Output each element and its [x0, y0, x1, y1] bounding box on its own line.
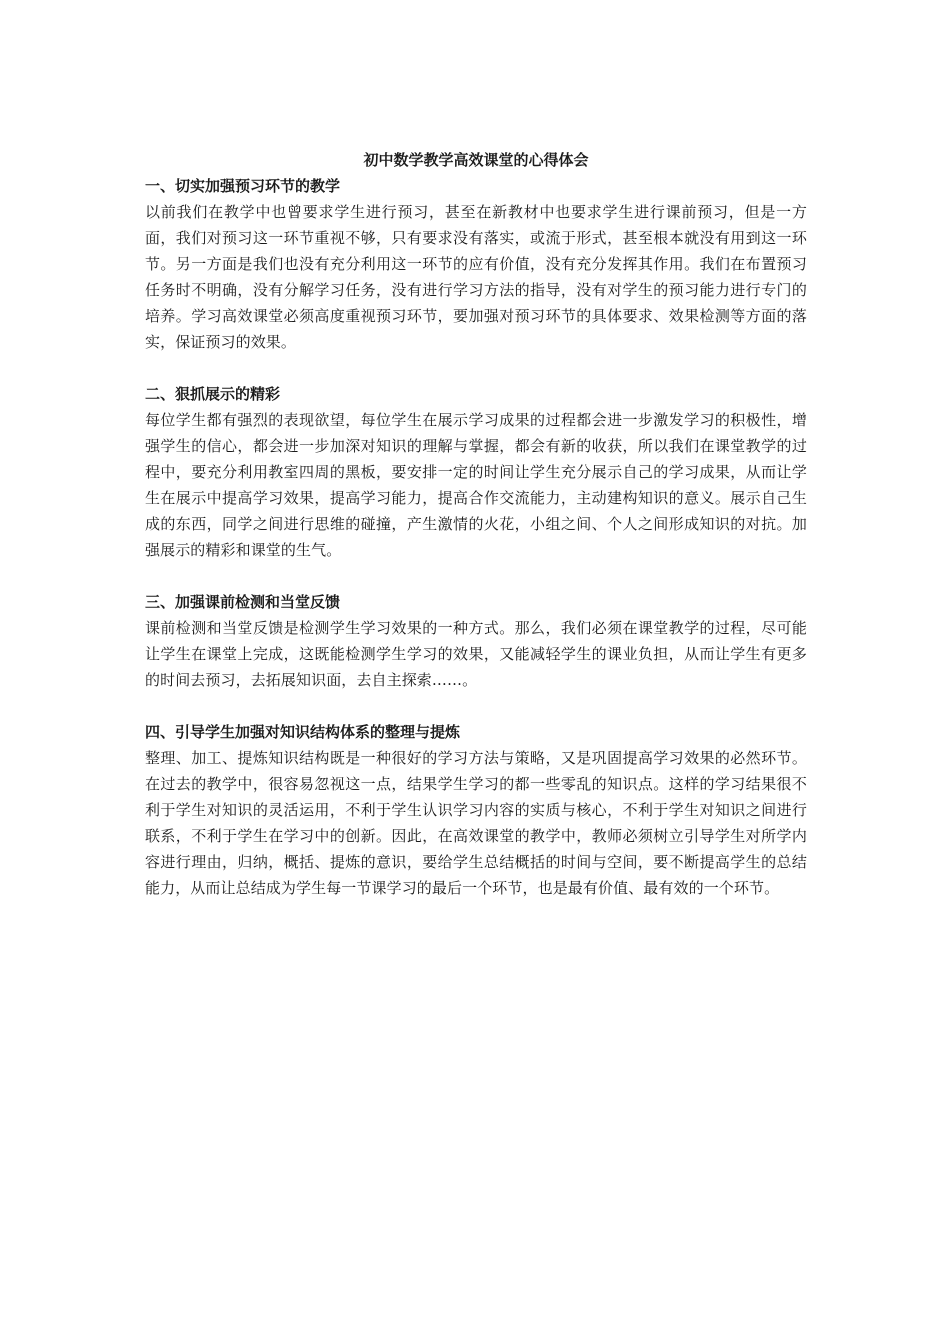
section-3-heading: 三、加强课前检测和当堂反馈	[145, 593, 341, 611]
section-1-heading: 一、切实加强预习环节的教学	[145, 177, 341, 195]
section-4	[145, 719, 807, 901]
section-4-body: 整理、加工、提炼知识结构既是一种很好的学习方法与策略，又是巩固提高学习效果的必然环节。在过去的教学中，很容易忽视这一点，结果学生学习的都一些零乱的知识点。这样的学习结果很不利于学生对知识的灵活运用，不利于学生认识学习内容的实质与核心，不利于学生对知识之间进行联系，不利于学生在学习中的创新。因此，在高效课堂的教学中，教师必须树立引导学生对所学内容进行理由，归纳，概括、提炼的意识，要给学生总结概括的时间与空间，要不断提高学生的总结能力，从而让总结成为学生每一节课学习的最后一个环节，也是最有价值、最有效的一个环节。	[145, 749, 807, 897]
section-2-heading: 二、狠抓展示的精彩	[145, 385, 281, 403]
section-1-body: 以前我们在教学中也曾要求学生进行预习，甚至在新教材中也要求学生进行课前预习，但是一方面，我们对预习这一环节重视不够，只有要求没有落实，或流于形式，甚至根本就没有用到这一环节。另一方面是我们也没有充分利用这一环节的应有价值，没有充分发挥其作用。我们在布置预习任务时不明确，没有分解学习任务，没有进行学习方法的指导，没有对学生的预习能力进行专门的培养。学习高效课堂必须高度重视预习环节，要加强对预习环节的具体要求、效果检测等方面的落实，保证预习的效果。	[145, 203, 807, 351]
document-page	[145, 147, 807, 927]
section-1	[145, 173, 807, 355]
section-2-body: 每位学生都有强烈的表现欲望，每位学生在展示学习成果的过程都会进一步激发学习的积极性，增强学生的信心，都会进一步加深对知识的理解与掌握，都会有新的收获，所以我们在课堂教学的过程中，要充分利用教室四周的黑板，要安排一定的时间让学生充分展示自己的学习成果，从而让学生在展示中提高学习效果，提高学习能力，提高合作交流能力，主动建构知识的意义。展示自己生成的东西，同学之间进行思维的碰撞，产生激情的火花，小组之间、个人之间形成知识的对抗。加强展示的精彩和课堂的生气。	[145, 411, 807, 559]
section-2	[145, 381, 807, 563]
section-4-heading: 四、引导学生加强对知识结构体系的整理与提炼	[145, 723, 461, 741]
section-3	[145, 589, 807, 693]
document-title: 初中数学教学高效课堂的心得体会	[363, 151, 589, 169]
section-3-body: 课前检测和当堂反馈是检测学生学习效果的一种方式。那么，我们必须在课堂教学的过程，尽可能让学生在课堂上完成，这既能检测学生学习的效果，又能减轻学生的课业负担，从而让学生有更多的时间去预习，去拓展知识面，去自主探索……。	[145, 619, 807, 689]
